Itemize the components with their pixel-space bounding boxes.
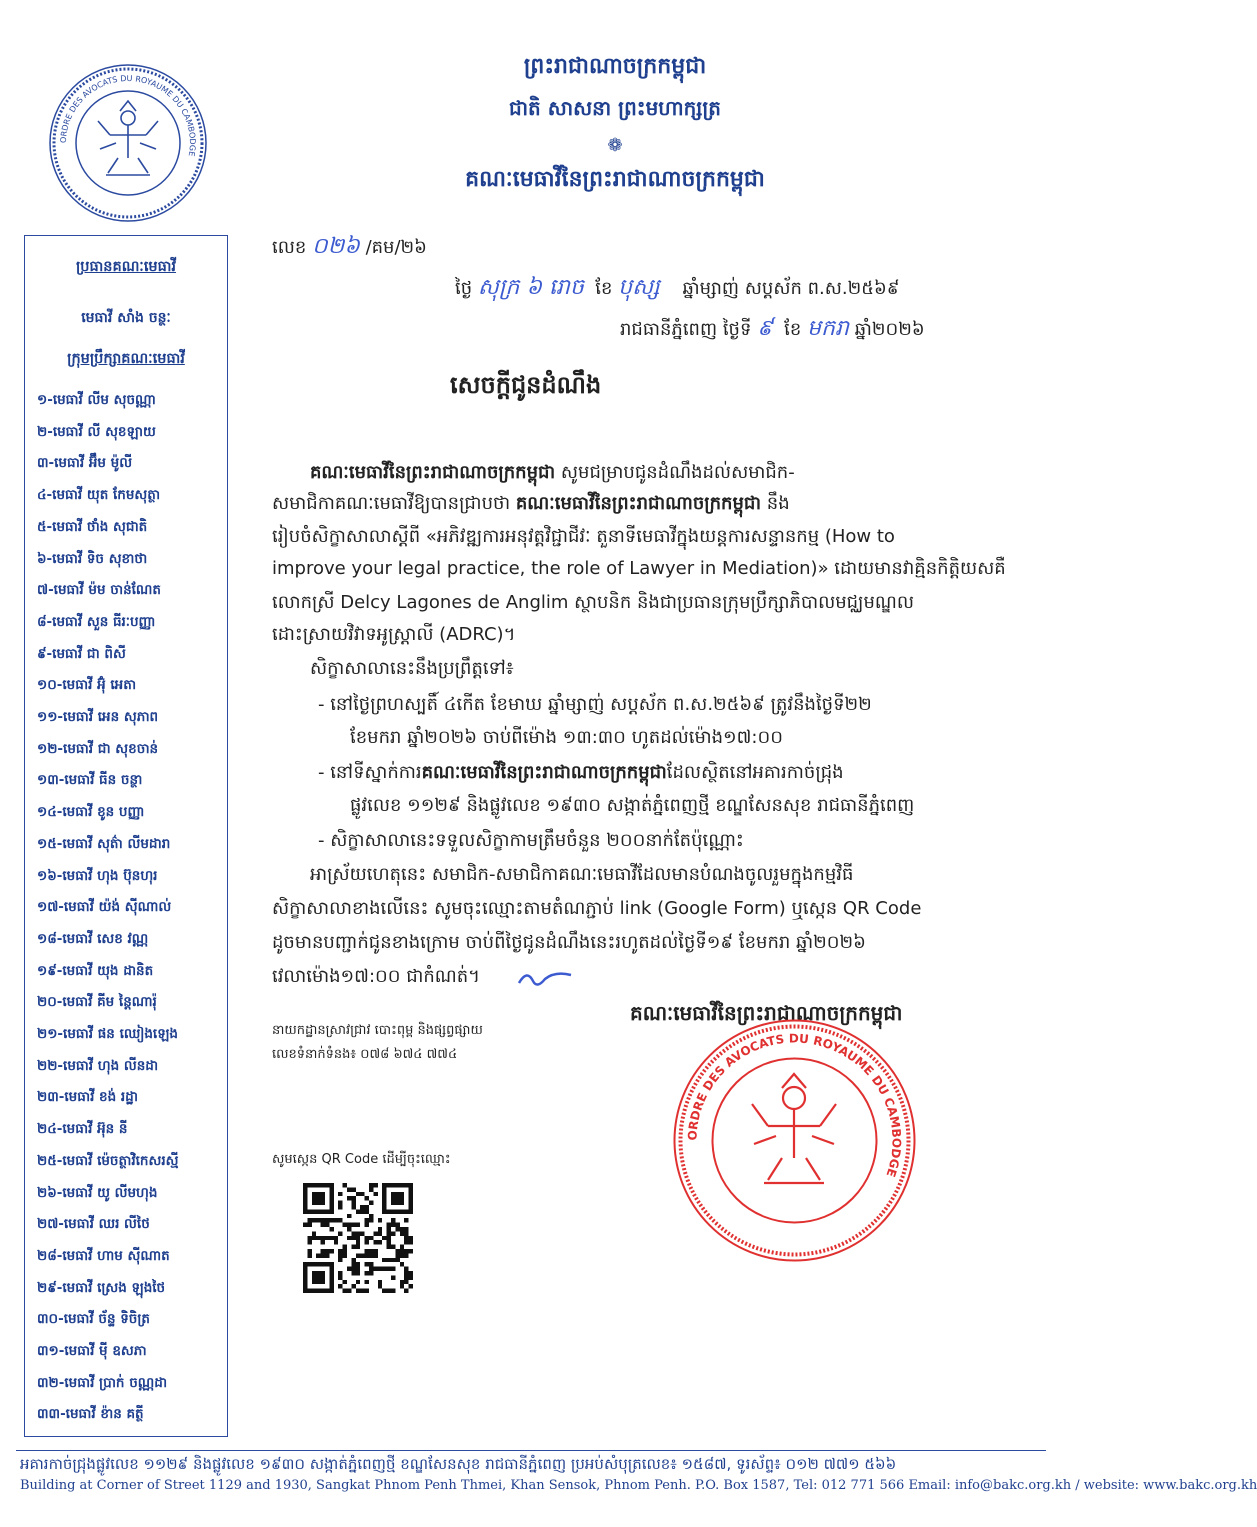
council-member-item: ១១-មេធាវី អេន សុភាព [37, 709, 159, 725]
body-line-4: improve your legal practice, the role of Lawyer in Mediation)» ដោយមានវាគ្មិនកិត្តិយសគឺ [272, 558, 1006, 579]
body-text: - នៅទីស្នាក់ការ [318, 762, 422, 783]
bullet-venue-2: ផ្លូវលេខ ១១២៩ និងផ្លូវលេខ ១៩៣០ សង្កាត់ភ្នំពេញថ្មី ខណ្ឌសែនសុខ រាជធានីភ្នំពេញ [350, 795, 915, 816]
council-member-item: ៩-មេធាវី ជា ពិសី [37, 645, 126, 662]
month-label: ខែ [595, 278, 613, 299]
organization-title: គណៈមេធាវីនៃព្រះរាជាណាចក្រកម្ពុជា [465, 167, 765, 192]
council-member-item: ១០-មេធាវី អ៊ុំ អេតា [37, 677, 137, 694]
council-heading: ក្រុមប្រឹក្សាគណៈមេធាវី [67, 351, 185, 367]
body-line-1 [310, 460, 1030, 487]
president-heading: ប្រធានគណៈមេធាវី [75, 259, 177, 275]
motto: ជាតិ សាសនា ព្រះមហាក្សត្រ [509, 96, 721, 120]
council-member-item: ២០-មេធាវី គីម នៃ្តណារ៉ុ [37, 994, 157, 1011]
council-member-item: ១-មេធាវី លីម សុចណ្ណា [37, 392, 156, 408]
lunar-date-line [455, 273, 899, 305]
council-member-item: ៣២-មេធាវី ប្រាក់ ចណ្ណដា [37, 1374, 168, 1391]
logo-ring-text: ORDRE DES AVOCATS DU ROYAUME DU CAMBODGE [58, 73, 198, 158]
year: ឆ្នាំ២០២៦ [854, 319, 925, 340]
council-member-item: ៧-មេធាវី ម៉ម ចាន់ណែត [37, 582, 161, 599]
council-member-item: ២៦-មេធាវី យូ លីមហុង [37, 1184, 158, 1201]
council-member-item: ៥-មេធាវី ថាំង សុជាតិ [37, 518, 148, 535]
council-member-item: ២៤-មេធាវី អ៊ុន នី [37, 1121, 128, 1138]
bullet-capacity: - សិក្ខាសាលានេះទទួលសិក្ខាកាមត្រឹមចំនួន ២០០នាក់តែប៉ុណ្ណោះ [318, 830, 744, 851]
body-line-3: រៀបចំសិក្ខាសាលាស្តីពី «អភិវឌ្ឍការអនុវត្តវិជ្ជាជីវៈ តួនាទីមេធាវីក្នុងយន្តការសន្ទានកម្ម (How to [272, 526, 895, 547]
official-stamp [672, 1018, 917, 1263]
month-label-2: ខែ [784, 319, 802, 340]
ref-number: ០២៦ [312, 234, 360, 259]
org-name-bold: គណៈមេធាវីនៃព្រះរាជាណាចក្រកម្ពុជា [310, 462, 556, 483]
month-handwritten-2: មករា [807, 316, 849, 341]
contact-phone: លេខទំនាក់ទំនង៖ ០៧៨ ៦៧៤ ៧៧៤ [272, 1047, 458, 1062]
footer-address-english: Building at Corner of Street 1129 and 1930, Sangkat Phnom Penh Thmei, Khan Sensok, Phnom Penh. P.O. Box 1587, Tel: 012 771 566 Email: info@bakc.org.kh / website: www.bakc.org.kh [20, 1478, 1257, 1493]
bullet-date-1: - នៅថ្ងៃព្រហស្បតិ៍ ៤កើត ខែមាឃ ឆ្នាំម្សាញ់ សប្តស័ក ព.ស.២៥៦៩ ត្រូវនឹងថ្ងៃទី២២ [318, 694, 872, 715]
council-member-item: ២៩-មេធាវី ស្រេង ឡុងថៃ [37, 1279, 166, 1296]
bullet-date-2: ខែមករា ឆ្នាំ២០២៦ ចាប់ពីម៉ោង ១៣:៣០ ហូតដល់ម៉ោង១៧:០០ [350, 727, 783, 748]
council-member-item: ៣-មេធាវី អ៊ឹម ម៉ូលី [37, 455, 133, 472]
place-date-line [620, 314, 925, 346]
council-member-item: ៦-មេធាវី ទិច សុខាថា [37, 550, 148, 567]
signature-organization: គណៈមេធាវីនៃព្រះរាជាណាចក្រកម្ពុជា [630, 1001, 903, 1025]
body-line-11: វេលាម៉ោង១៧:០០ ជាកំណត់។ [272, 966, 481, 987]
council-member-item: ១៣-មេធាវី ធីន ចន្ថា [37, 772, 143, 789]
department-name: នាយកដ្ឋានស្រាវជ្រាវ បោះពុម្ព និងផ្សព្វផ្សាយ [272, 1023, 483, 1038]
date-handwritten: ៩ [757, 316, 773, 341]
org-name-bold: គណៈមេធាវីនៃព្រះរាជាណាចក្រកម្ពុជា [515, 493, 762, 514]
kingdom-title: ព្រះរាជាណាចក្រកម្ពុជា [523, 54, 707, 79]
council-member-item: ៤-មេធាវី យុត កែមសុត្ថា [37, 487, 161, 504]
ref-suffix: /គម/២៦ [365, 237, 427, 258]
notice-title: សេចក្តីជូនដំណឹង [450, 371, 602, 399]
body-text: នឹង [766, 493, 790, 514]
body-line-9: សិក្ខាសាលាខាងលើនេះ សូមចុះឈ្មោះតាមតំណភ្ជាប់ link (Google Form) ឬស្កេន QR Code [272, 898, 922, 919]
body-line-7: សិក្ខាសាលានេះនឹងប្រព្រឹត្តទៅ៖ [310, 658, 514, 679]
body-line-8: អាស្រ័យហេតុនេះ សមាជិក-សមាជិកាគណៈមេធាវីដែលមានបំណងចូលរួមក្នុងកម្មវិធី [310, 864, 854, 885]
handwritten-initial-mark [515, 965, 575, 995]
council-member-item: ៣៣-មេធាវី ខ៉ាន គត្ថី [37, 1406, 144, 1423]
council-member-item: ២៨-មេធាវី ហាម ស៊ីណាត [37, 1247, 170, 1264]
day-handwritten: សុក្រ ៦ រោច [477, 275, 584, 300]
body-line-6: ដោះស្រាយវិវាទអូស្ត្រាលី (ADRC)។ [272, 624, 516, 645]
reference-line [272, 232, 427, 264]
council-member-item: ១៩-មេធាវី យុង ដានិត [37, 962, 154, 979]
body-line-5: លោកស្រី Delcy Lagones de Anglim ស្ថាបនិក និងជាប្រធានក្រុមប្រឹក្សាភិបាលមជ្ឈមណ្ឌល [272, 592, 915, 613]
bar-association-logo [48, 63, 208, 223]
footer-divider [16, 1450, 1046, 1451]
body-line-10: ដូចមានបញ្ជាក់ជូនខាងក្រោម ចាប់ពីថ្ងៃជូនដំណឹងនេះរហូតដល់ថ្ងៃទី១៩ ខែមករា ឆ្នាំ២០២៦ [272, 932, 866, 953]
day-label: ថ្ងៃ [455, 278, 473, 299]
president-name: មេធាវី សាំង ចន្ថៈ [81, 310, 171, 326]
bullet-venue-1 [318, 760, 1078, 787]
council-member-item: ២-មេធាវី លី សុខឡាយ [37, 423, 156, 440]
body-text: ដែលស្ថិតនៅអគារកាច់ជ្រុង [666, 762, 844, 783]
council-member-item: ៣០-មេធាវី ច័ន្ទ ទិចិត្រ [37, 1311, 150, 1328]
council-member-item: ២២-មេធាវី ហុង លីនដា [37, 1057, 159, 1074]
body-line-2 [272, 491, 1032, 518]
council-member-item: ១៧-មេធាវី យ៉ង់ ស៊ីណាល់ [37, 899, 172, 916]
qr-caption: សូមស្កេន QR Code ដើម្បីចុះឈ្មោះ [272, 1152, 451, 1167]
council-member-item: ២៣-មេធាវី ខង់ រដ្ឋា [37, 1089, 139, 1106]
org-name-bold: គណៈមេធាវីនៃព្រះរាជាណាចក្រកម្ពុជា [421, 762, 667, 783]
council-member-item: ១៥-មេធាវី សុត៌ា លីមដារា [37, 835, 171, 852]
council-member-item: ២៧-មេធាវី ឈរ លីថៃ [37, 1216, 150, 1233]
council-member-item: ៨-មេធាវី សួន ធីរៈបញ្ញា [37, 613, 156, 630]
stamp-ring-text: ORDRE DES AVOCATS DU ROYAUME DU CAMBODGE [685, 1031, 904, 1179]
council-member-item: ១២-មេធាវី ជា សុខចាន់ [37, 740, 159, 757]
place-date-prefix: រាជធានីភ្នំពេញ ថ្ងៃទី [620, 319, 752, 340]
council-member-item: ១៨-មេធាវី សេខ វណ្ណ [37, 930, 149, 947]
month-handwritten: បុស្ស [618, 275, 660, 300]
council-member-item: ២១-មេធាវី ផន ឈៀងឡេង [37, 1026, 178, 1042]
registration-qr-code[interactable] [303, 1183, 413, 1293]
footer-address-khmer: អគារកាច់ជ្រុងផ្លូវលេខ ១១២៩ និងផ្លូវលេខ ១៩៣០ សង្កាត់ភ្នំពេញថ្មី ខណ្ឌសែនសុខ រាជធានីភ្នំពេញ ប្រអប់សំបុត្រលេខ៖ ១៥៨៧, ទូរស័ព្ទ៖ ០១២ ៧៧១ ៥៦៦ [20, 1455, 897, 1473]
council-sidebar [24, 235, 228, 1437]
ref-label: លេខ [272, 237, 307, 258]
body-text: សមាជិកាគណៈមេធាវីឱ្យបានជ្រាបថា [272, 493, 511, 514]
ornament-icon: ❁ [607, 135, 623, 156]
body-text: សូមជម្រាបជូនដំណឹងដល់សមាជិក- [560, 462, 795, 483]
council-member-item: ១៦-មេធាវី ហុង ប៊ុនហុរ [37, 867, 158, 884]
council-member-item: ១៤-មេធាវី ខូន បញ្ញា [37, 804, 145, 821]
council-member-item: ៣១-មេធាវី ម៉ី ឧសភា [37, 1343, 147, 1359]
lunar-year: ឆ្នាំម្សាញ់ សប្តស័ក ព.ស.២៥៦៩ [682, 278, 900, 299]
council-member-item: ២៥-មេធាវី ម៉េចត្ថាវិកេសរស្មី [37, 1152, 179, 1169]
